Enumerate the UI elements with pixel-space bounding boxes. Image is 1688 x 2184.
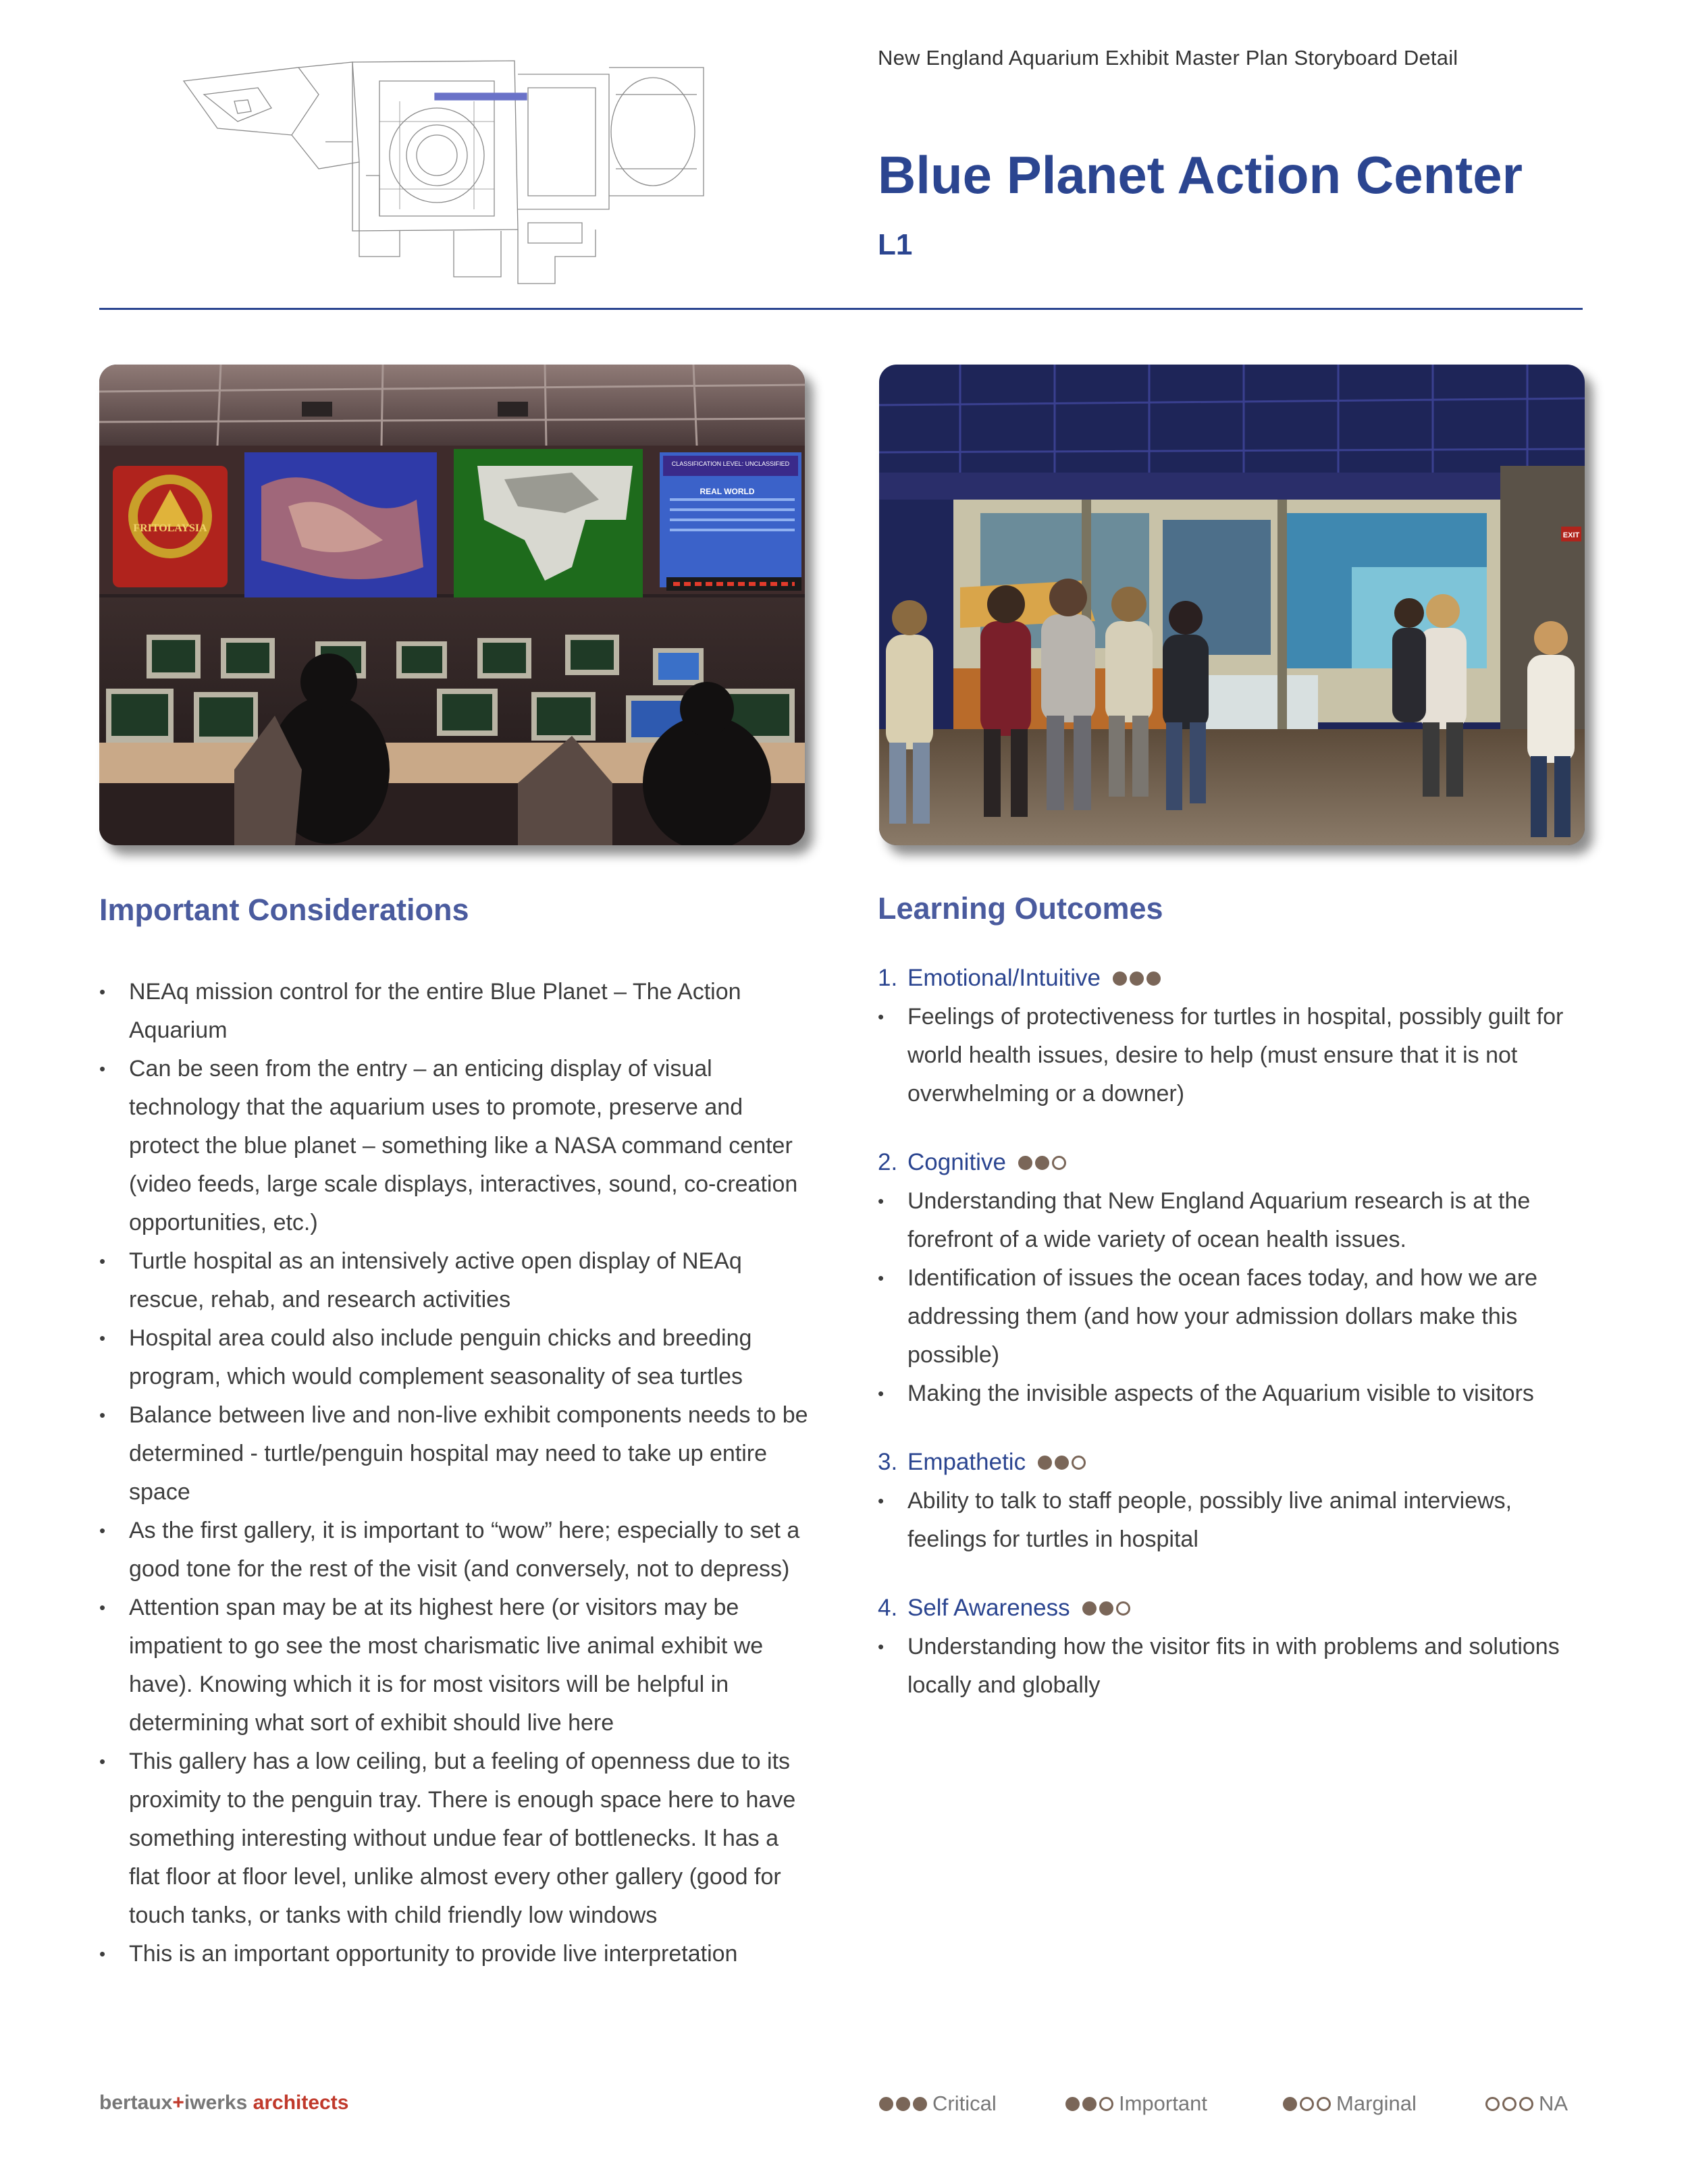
outcome-number: 1. — [878, 965, 898, 991]
rating-dot-icon — [1485, 2097, 1500, 2111]
screen-classification-text: CLASSIFICATION LEVEL: UNCLASSIFIED — [671, 460, 790, 467]
rating-dots — [1065, 2097, 1113, 2111]
legend-label: Important — [1119, 2092, 1207, 2115]
legend-na — [1485, 2092, 1568, 2116]
page-title: Blue Planet Action Center — [878, 145, 1523, 205]
legend-label: Critical — [932, 2092, 997, 2115]
rating-dot-icon — [1018, 1156, 1032, 1170]
legend-label: Marginal — [1336, 2092, 1417, 2115]
rating-dot-icon — [1113, 971, 1127, 986]
outcome-cognitive — [878, 1143, 1587, 1413]
list-item: • Understanding how the visitor fits in with problems and solutions locally and globally — [878, 1628, 1587, 1705]
outcome-title: Cognitive — [907, 1149, 1006, 1175]
rating-dot-icon — [1146, 971, 1161, 986]
rating-dot-icon — [1055, 1456, 1069, 1470]
list-item: • Ability to talk to staff people, possibly live animal interviews, feelings for turtles in hospital — [878, 1482, 1587, 1559]
list-item: • This is an important opportunity to provide live interpretation — [99, 1935, 808, 1973]
rating-dot-icon — [1283, 2097, 1297, 2111]
rating-dot-icon — [1082, 2097, 1097, 2111]
list-item: • This gallery has a low ceiling, but a feeling of openness due to its proximity to the penguin tray. There is enough space here to have something interesting without undue fear of bottlenecks. It has a flat floor at floor level, unlike almost every other gallery (good for touch tanks, or tanks with child friendly low windows — [99, 1742, 808, 1935]
floorplan-drawing — [177, 54, 710, 292]
outcome-title: Self Awareness — [907, 1595, 1070, 1621]
legend-critical — [879, 2092, 997, 2116]
rating-dot-icon — [1035, 1156, 1049, 1170]
list-item: • Attention span may be at its highest here (or visitors may be impatient to go see the most charismatic live animal exhibit we have). Knowing which it is for most visitors will be helpful in determining what sort of exhibit should live here — [99, 1589, 808, 1742]
outcome-self-awareness — [878, 1589, 1587, 1705]
legend-label: NA — [1539, 2092, 1568, 2115]
outcomes-list — [878, 959, 1587, 1734]
exit-sign: EXIT — [1562, 531, 1580, 539]
rating-dot-icon — [1317, 2097, 1331, 2111]
list-item: • Making the invisible aspects of the Aquarium visible to visitors — [878, 1375, 1587, 1413]
outcome-title: Empathetic — [907, 1449, 1026, 1475]
list-item: • Feelings of protectiveness for turtles in hospital, possibly guilt for world health issues, desire to help (must ensure that it is not overwhelming or a downer) — [878, 998, 1587, 1113]
rating-dot-icon — [1082, 1601, 1097, 1616]
outcomes-heading: Learning Outcomes — [878, 891, 1163, 926]
rating-dots — [1485, 2097, 1533, 2111]
outcome-empathetic — [878, 1443, 1587, 1559]
rating-dot-icon — [1038, 1456, 1052, 1470]
rating-dot-icon — [1099, 2097, 1113, 2111]
legend-marginal — [1283, 2092, 1417, 2116]
rating-dot-icon — [1065, 2097, 1080, 2111]
outcome-number: 2. — [878, 1149, 898, 1175]
outcome-title: Emotional/Intuitive — [907, 965, 1101, 991]
outcome-number: 3. — [878, 1449, 898, 1475]
gallery-code: L1 — [878, 228, 913, 261]
screen-realworld-text: REAL WORLD — [700, 487, 755, 496]
rating-dot-icon — [1519, 2097, 1533, 2111]
rating-dots — [1038, 1456, 1086, 1470]
list-item: • Balance between live and non-live exhibit components needs to be determined - turtle/penguin hospital may need to take up entire space — [99, 1396, 808, 1512]
mission-control-photo — [99, 365, 805, 845]
rating-dot-icon — [913, 2097, 927, 2111]
rating-dot-icon — [1099, 1601, 1113, 1616]
considerations-list — [99, 973, 808, 1973]
rating-dot-icon — [1300, 2097, 1314, 2111]
rating-dots — [1113, 971, 1161, 986]
list-item: • NEAq mission control for the entire Blue Planet – The Action Aquarium — [99, 973, 808, 1050]
rating-dot-icon — [879, 2097, 893, 2111]
rating-dots — [1283, 2097, 1331, 2111]
rating-dot-icon — [1130, 971, 1144, 986]
list-item: • Turtle hospital as an intensively active open display of NEAq rescue, rehab, and research activities — [99, 1242, 808, 1319]
firm-logo: bertaux+iwerks architects — [99, 2092, 349, 2114]
considerations-heading: Important Considerations — [99, 893, 469, 927]
document-kicker: New England Aquarium Exhibit Master Plan Storyboard Detail — [878, 46, 1458, 70]
rating-dot-icon — [1116, 1601, 1130, 1616]
seal-label: FRITOLAYSIA — [133, 523, 207, 534]
turtle-hospital-photo — [879, 365, 1585, 845]
rating-dots — [879, 2097, 927, 2111]
rating-dot-icon — [1052, 1156, 1066, 1170]
rating-dot-icon — [896, 2097, 910, 2111]
outcome-emotional — [878, 959, 1587, 1113]
list-item: • Identification of issues the ocean faces today, and how we are addressing them (and how your admission dollars make this possible) — [878, 1259, 1587, 1375]
list-item: • Can be seen from the entry – an enticing display of visual technology that the aquarium uses to promote, preserve and protect the blue planet – something like a NASA command center (video feeds, large scale displays, interactives, sound, co-creation opportunities, etc.) — [99, 1050, 808, 1242]
rating-dots — [1018, 1156, 1066, 1170]
list-item: • As the first gallery, it is important to “wow” here; especially to set a good tone for the rest of the visit (and conversely, not to depress) — [99, 1512, 808, 1589]
rating-dot-icon — [1502, 2097, 1516, 2111]
outcome-number: 4. — [878, 1595, 898, 1621]
rating-dots — [1082, 1601, 1130, 1616]
list-item: • Understanding that New England Aquarium research is at the forefront of a wide variety of ocean health issues. — [878, 1182, 1587, 1259]
list-item: • Hospital area could also include penguin chicks and breeding program, which would complement seasonality of sea turtles — [99, 1319, 808, 1396]
legend-important — [1065, 2092, 1207, 2116]
header-divider — [99, 308, 1583, 310]
rating-dot-icon — [1072, 1456, 1086, 1470]
